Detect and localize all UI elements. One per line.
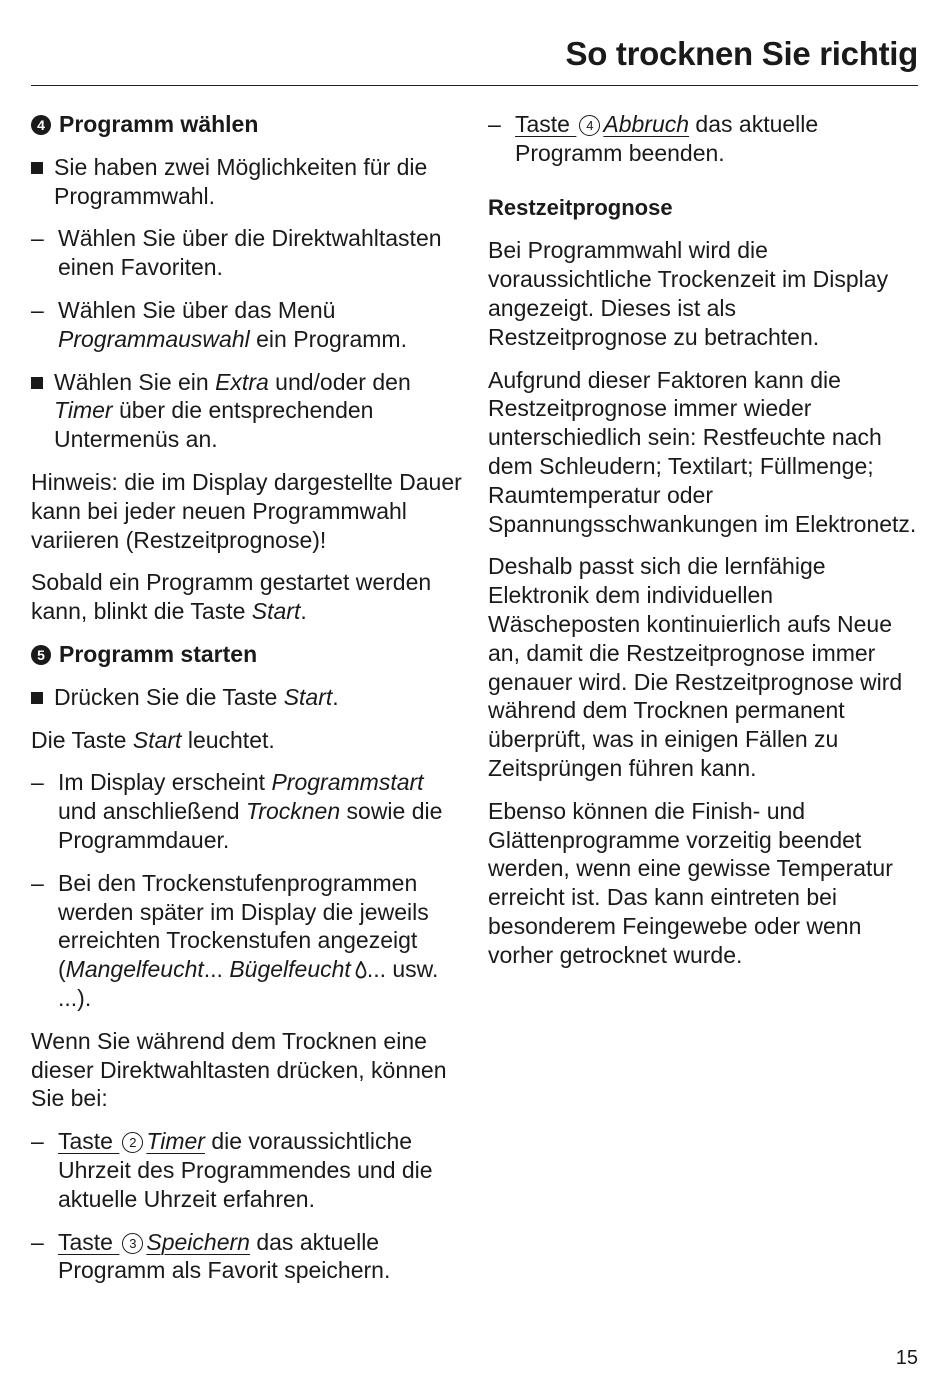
key-reference: Taste 2 Timer	[58, 1128, 205, 1155]
menu-name: Programmauswahl	[58, 325, 250, 352]
dash-item	[31, 224, 463, 282]
bullet-item	[31, 368, 463, 454]
page-number: 15	[895, 1347, 918, 1369]
dash-item	[488, 110, 918, 168]
dash-bullet-icon: –	[31, 296, 44, 323]
step-5-heading	[31, 640, 463, 669]
drop-icon	[355, 961, 367, 979]
header-divider	[31, 85, 918, 86]
bullet-item	[31, 153, 463, 211]
paragraph: Ebenso können die Finish- und Glättenprogramme vorzeitig beendet werden, wenn eine gewisse Temperatur erreicht ist. Das kann eintreten bei besonderem Feingewebe oder wenn vorher getrocknet wurde.	[488, 797, 893, 968]
dash-bullet-icon: –	[488, 111, 501, 137]
dash-text: Bei den Trockenstufenprogrammen werden später im Display die jeweils erreichten Trockenstufen angezeigt (Mangelfeucht... Bügelfeucht ... usw. ...).	[58, 869, 439, 1011]
key-number-badge: 2	[122, 1132, 143, 1153]
dash-bullet-icon: –	[31, 869, 44, 896]
dash-item	[31, 1127, 463, 1213]
step-5-title: Programm starten	[59, 640, 258, 667]
dash-bullet-icon: –	[31, 225, 44, 252]
bullet-text: Drücken Sie die Taste Start.	[54, 683, 339, 710]
dash-bullet-icon: –	[31, 1128, 44, 1155]
dash-bullet-icon: –	[31, 769, 44, 796]
dash-text: Wählen Sie über das Menü Programmauswahl ein Programm.	[58, 296, 407, 352]
dash-item	[31, 296, 463, 354]
paragraph: Sobald ein Programm gestartet werden kann, blinkt die Taste Start.	[31, 569, 432, 625]
dash-text: Taste 2 Timer die voraussichtliche Uhrzeit des Programmendes und die aktuelle Uhrzeit erfahren.	[58, 1128, 433, 1212]
step-4-number-badge: 4	[31, 115, 51, 135]
dash-item	[31, 869, 463, 1013]
paragraph: Deshalb passt sich die lernfähige Elektronik dem individuellen Wäscheposten kontinuierlich aufs Neue an, damit die Restzeitprognose immer genauer wird. Die Restzeitprognose wird während dem Trocknen permanent überprüft, was in einigen Fällen zu Zeitsprüngen führen kann.	[488, 553, 903, 781]
paragraph: Die Taste Start leuchtet.	[31, 726, 275, 753]
key-reference: Taste 3 Speichern	[58, 1228, 250, 1255]
paragraph: Wenn Sie während dem Trocknen eine dieser Direktwahltasten drücken, können Sie bei:	[31, 1027, 447, 1112]
right-column	[488, 110, 918, 984]
step-4-heading	[31, 110, 463, 139]
dash-text: Taste 4 Abbruch das aktuelle Programm beenden.	[515, 111, 819, 166]
step-4-title: Programm wählen	[59, 111, 259, 137]
square-bullet-icon	[31, 162, 43, 174]
dash-text: Wählen Sie über die Direktwahltasten einen Favoriten.	[58, 225, 442, 281]
square-bullet-icon	[31, 377, 43, 389]
dash-text: Taste 3 Speichern das aktuelle Programm als Favorit speichern.	[58, 1228, 391, 1284]
bullet-item	[31, 683, 463, 712]
paragraph: Aufgrund dieser Faktoren kann die Restzeitprognose immer wieder unterschiedlich sein: Restfeuchte nach dem Schleudern; Textilart; Füllmenge; Raumtemperatur oder Spannungsschwankungen im Elektronetz.	[488, 366, 917, 537]
dash-text: Im Display erscheint Programmstart und anschließend Trocknen sowie die Programmdauer.	[58, 769, 443, 853]
page-title: So trocknen Sie richtig	[565, 35, 918, 72]
left-column	[31, 110, 463, 1299]
key-reference: Taste 4 Abbruch	[515, 111, 690, 137]
section-heading: Restzeitprognose	[488, 194, 673, 220]
key-number-badge: 4	[579, 115, 600, 136]
step-5-number-badge: 5	[31, 645, 51, 665]
bullet-text: Sie haben zwei Möglichkeiten für die Programmwahl.	[54, 153, 428, 209]
square-bullet-icon	[31, 692, 43, 704]
dash-item	[31, 768, 463, 854]
paragraph: Bei Programmwahl wird die voraussichtliche Trockenzeit im Display angezeigt. Dieses ist als Restzeitprognose zu betrachten.	[488, 237, 889, 350]
dash-bullet-icon: –	[31, 1228, 44, 1255]
note-paragraph: Hinweis: die im Display dargestellte Dauer kann bei jeder neuen Programmwahl variieren (Restzeitprognose)!	[31, 468, 462, 553]
dash-item	[31, 1228, 463, 1286]
bullet-text: Wählen Sie ein Extra und/oder den Timer über die entsprechenden Untermenüs an.	[54, 368, 411, 453]
key-number-badge: 3	[122, 1233, 143, 1254]
